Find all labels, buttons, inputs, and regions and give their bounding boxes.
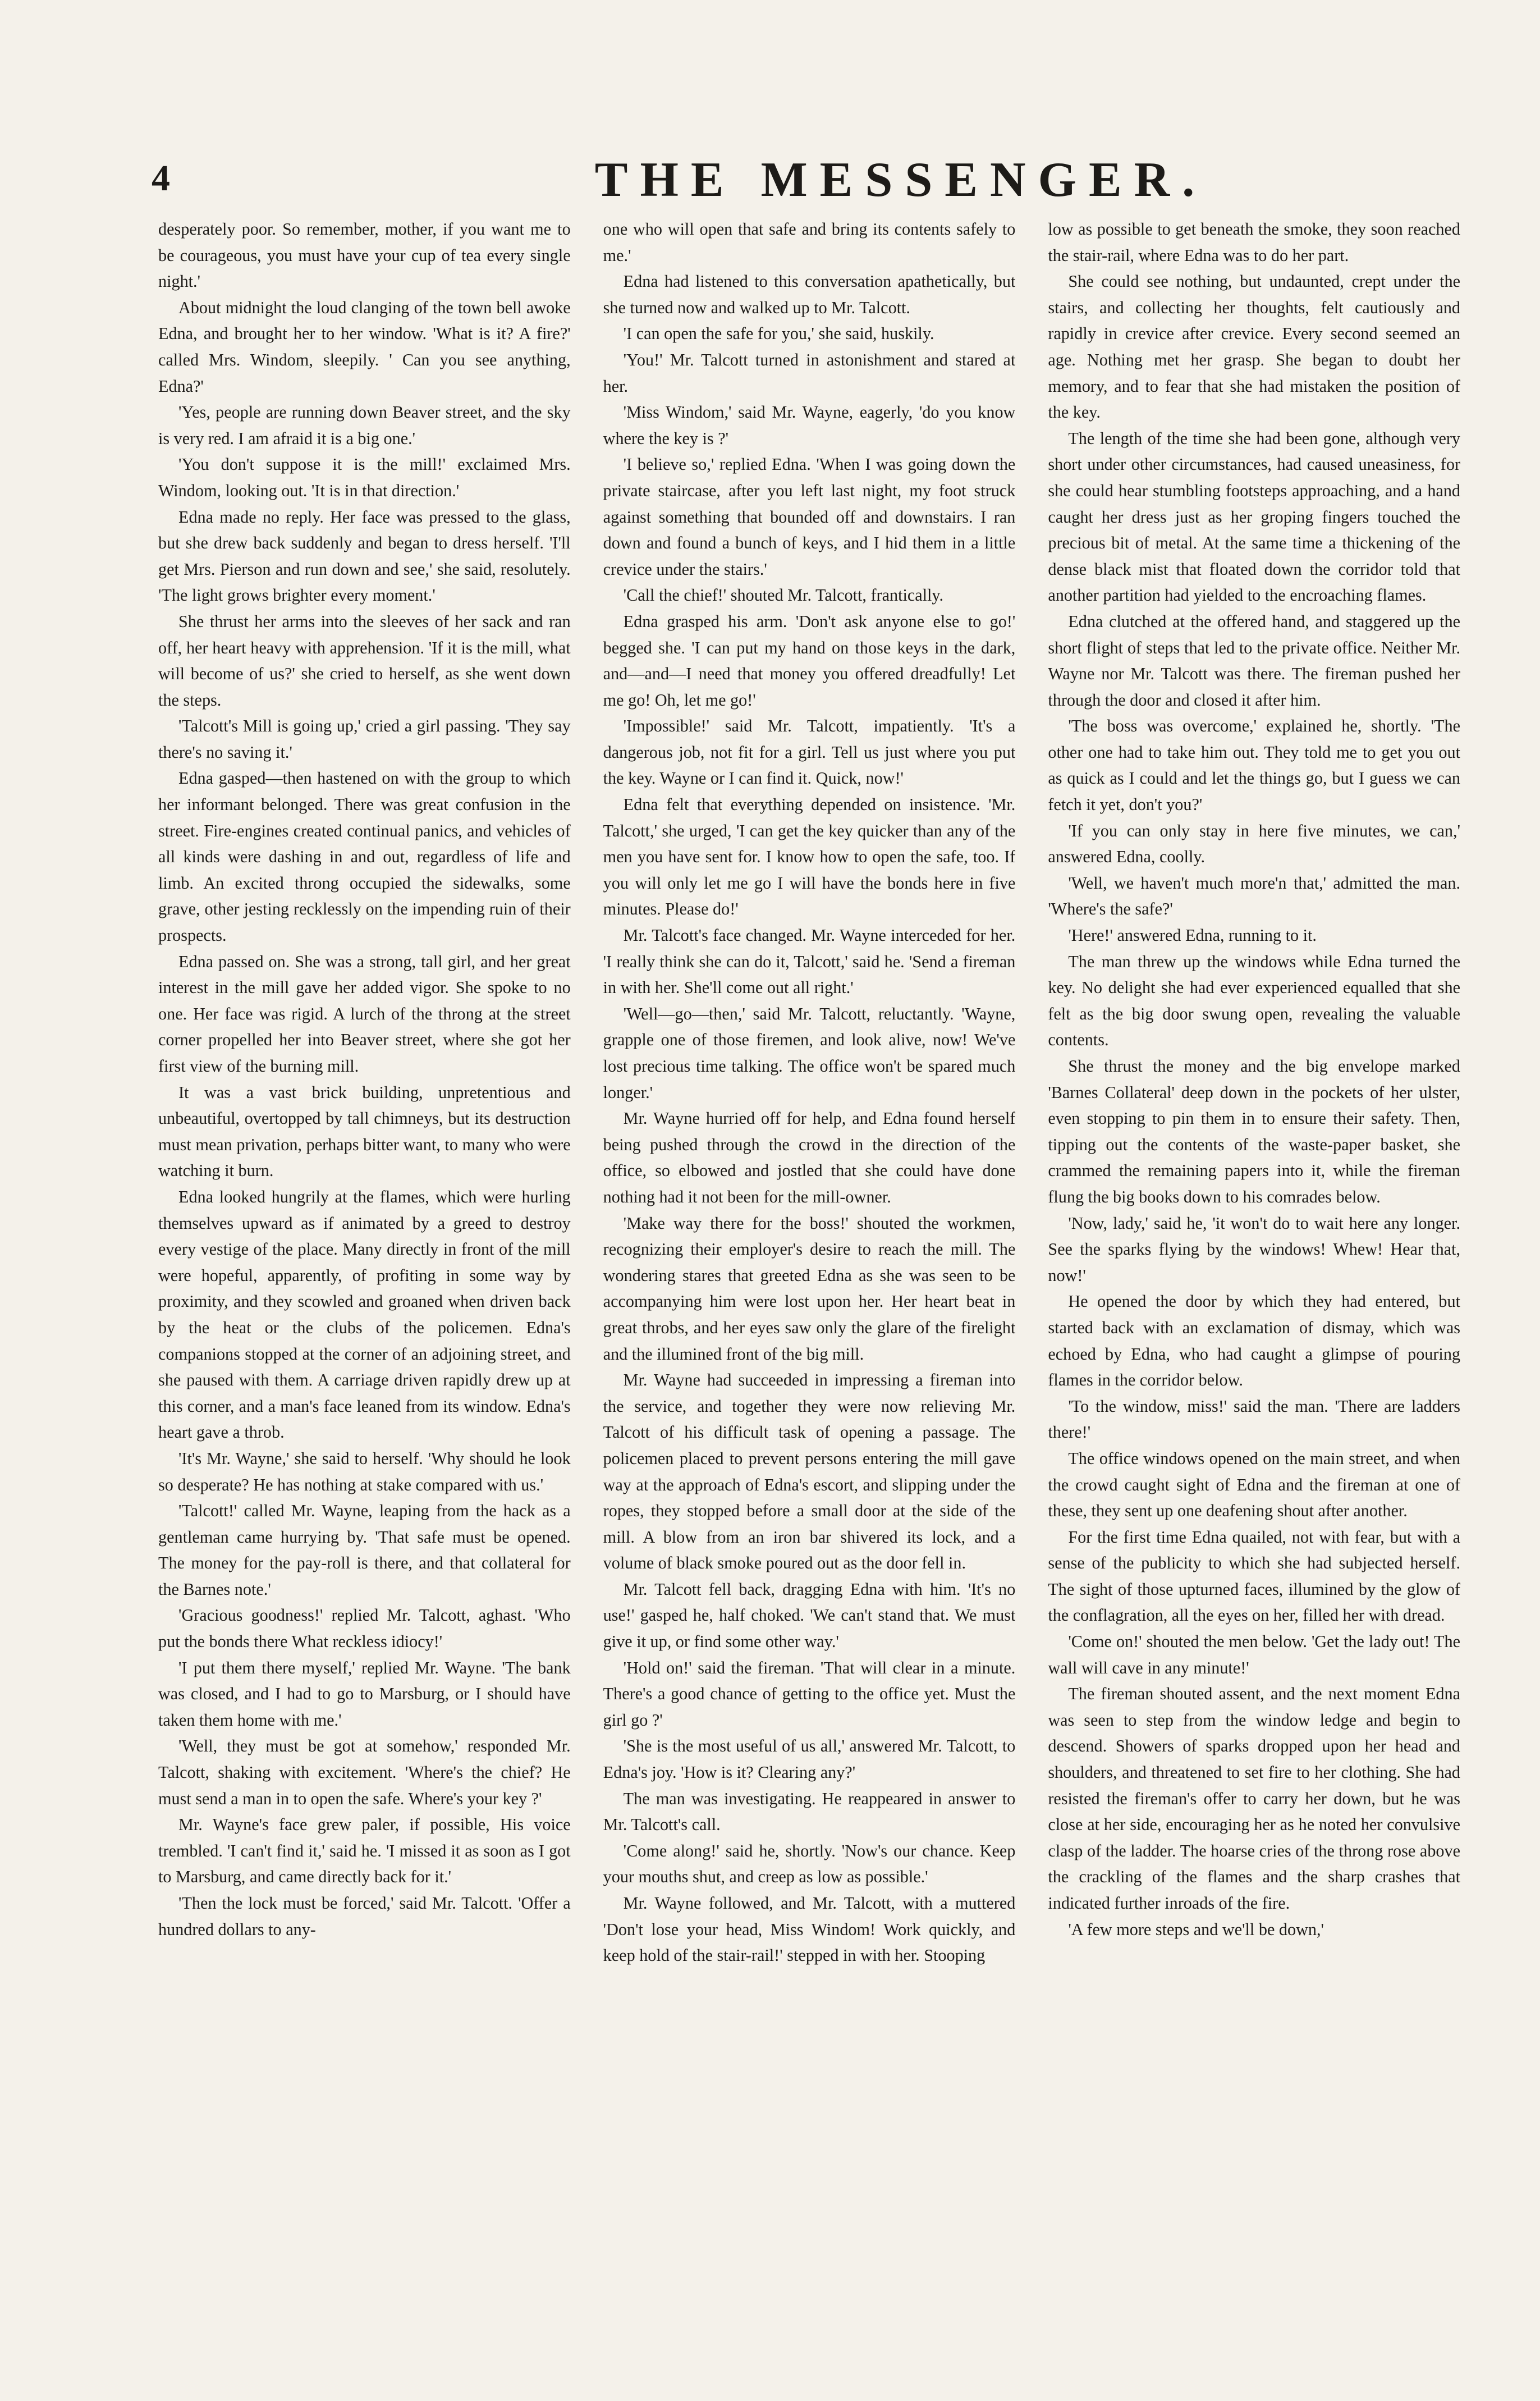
paragraph: 'Gracious goodness!' replied Mr. Talcott, aghast. 'Who put the bonds there What reckless idiocy!' <box>158 1606 571 1652</box>
paragraph: He opened the door by which they had entered, but started back with an exclamation of dismay, which was echoed by Edna, who had caught a glimpse of pouring flames in the corridor below. <box>1048 1292 1461 1390</box>
paragraph: Mr. Talcott fell back, dragging Edna with him. 'It's no use!' gasped he, half choked. 'We can't stand that. We must give it up, or find some other way.' <box>603 1579 1016 1652</box>
paragraph: low as possible to get beneath the smoke, they soon reached the stair-rail, where Edna was to do her part. <box>1048 219 1461 265</box>
paragraph: 'Talcott's Mill is going up,' cried a girl passing. 'They say there's no saving it.' <box>158 716 571 762</box>
paragraph: 'You!' Mr. Talcott turned in astonishment and stared at her. <box>603 350 1016 396</box>
paragraph: 'Then the lock must be forced,' said Mr. Talcott. 'Offer a hundred dollars to any- <box>158 1894 571 1939</box>
paragraph: 'The boss was overcome,' explained he, shortly. 'The other one had to take him out. They told me to get you out as quick as I could and let the things go, but I guess we can fetch it yet, don't you?' <box>1048 716 1461 815</box>
paragraph: 'Come along!' said he, shortly. 'Now's our chance. Keep your mouths shut, and creep as low as possible.' <box>603 1841 1016 1887</box>
paragraph: Mr. Talcott's face changed. Mr. Wayne interceded for her. 'I really think she can do it, Talcott,' said he. 'Send a fireman in with her. She'll come out all right.' <box>603 926 1016 998</box>
paragraph: The fireman shouted assent, and the next moment Edna was seen to step from the window ledge and begin to descend. Showers of sparks dropped upon her head and shoulders, and threatened to set fire to her clothing. She had resisted the fireman's offer to carry her down, but he was close at her side, encouraging her as he noted her convulsive clasp of the ladder. The hoarse cries of the throng rose above the crackling of the flames and the sharp crashes that indicated further inroads of the fire. <box>1048 1684 1461 1913</box>
paragraph: 'I put them there myself,' replied Mr. Wayne. 'The bank was closed, and I had to go to Marsburg, or I should have taken them home with me.' <box>158 1658 571 1730</box>
paragraph: Edna grasped his arm. 'Don't ask anyone else to go!' begged she. 'I can put my hand on those keys in the dark, and—and—I need that money you offered dreadfully! Let me go! Oh, let me go!' <box>603 611 1016 710</box>
paragraph: 'She is the most useful of us all,' answered Mr. Talcott, to Edna's joy. 'How is it? Clearing any?' <box>603 1736 1016 1782</box>
paragraph: 'I can open the safe for you,' she said, huskily. <box>623 324 934 344</box>
paragraph: Edna passed on. She was a strong, tall girl, and her great interest in the mill gave her added vigor. She spoke to no one. Her face was rigid. A lurch of the throng at the street corner propelled her into Beaver street, where she got her first view of the burning mill. <box>158 952 571 1076</box>
paragraph: The office windows opened on the main street, and when the crowd caught sight of Edna and the fireman at one of these, they sent up one deafening shout after another. <box>1048 1448 1461 1521</box>
paragraph: 'It's Mr. Wayne,' she said to herself. 'Why should he look so desperate? He has nothing at stake compared with us.' <box>158 1448 571 1494</box>
paragraph: Edna looked hungrily at the flames, which were hurling themselves upward as if animated by a greed to destroy every vestige of the place. Many directly in front of the mill were hopeful, apparently, of profiting in some way by proximity, and they scowled and groaned when driven back by the heat or the clubs of the policemen. Edna's companions stopped at the corner of an adjoining street, and she paused with them. A carriage driven rapidly drew up at this corner, and a man's face leaned from its window. Edna's heart gave a throb. <box>158 1187 571 1442</box>
paragraph: 'If you can only stay in here five minutes, we can,' answered Edna, coolly. <box>1048 821 1461 867</box>
paragraph: 'Make way there for the boss!' shouted the workmen, recognizing their employer's desire to reach the mill. The wondering stares that greeted Edna as she was seen to be accompanying him were lost upon her. Her heart beat in great throbs, and her eyes saw only the glare of the firelight and the illumined front of the big mill. <box>603 1213 1016 1364</box>
paragraph: 'Well—go—then,' said Mr. Talcott, reluctantly. 'Wayne, grapple one of those firemen, and look alive, now! We've lost precious time talking. The office won't be spared much longer.' <box>603 1004 1016 1102</box>
paragraph: 'Here!' answered Edna, running to it. <box>1068 926 1317 945</box>
paragraph: Edna had listened to this conversation apathetically, but she turned now and walked up to Mr. Talcott. <box>603 272 1016 317</box>
column-1 <box>158 216 571 2366</box>
paragraph: 'To the window, miss!' said the man. 'There are ladders there!' <box>1048 1396 1461 1442</box>
paragraph: 'Well, we haven't much more'n that,' admitted the man. 'Where's the safe?' <box>1048 873 1461 919</box>
paragraph: Mr. Wayne followed, and Mr. Talcott, with a muttered 'Don't lose your head, Miss Windom! Work quickly, and keep hold of the stair-rail!' stepped in with her. Stooping <box>603 1894 1016 1965</box>
paragraph: Mr. Wayne's face grew paler, if possible, His voice trembled. 'I can't find it,' said he. 'I missed it as soon as I got to Marsburg, and came directly back for it.' <box>158 1815 571 1887</box>
paragraph: She thrust her arms into the sleeves of her sack and ran off, her heart heavy with apprehension. 'If it is the mill, what will become of us?' she cried to herself, as she went down the steps. <box>158 611 571 710</box>
paragraph: one who will open that safe and bring its contents safely to me.' <box>603 219 1016 265</box>
paragraph: About midnight the loud clanging of the town bell awoke Edna, and brought her to her window. 'What is it? A fire?' called Mrs. Windom, sleepily. ' Can you see anything, Edna?' <box>158 298 571 396</box>
paragraph: 'Yes, people are running down Beaver street, and the sky is very red. I am afraid it is a big one.' <box>158 403 571 448</box>
paragraph: 'You don't suppose it is the mill!' exclaimed Mrs. Windom, looking out. 'It is in that direction.' <box>158 455 571 500</box>
paragraph: Edna felt that everything depended on insistence. 'Mr. Talcott,' she urged, 'I can get the key quicker than any of the men you have sent for. I know how to open the safe, too. If you will only let me go I will have the bonds here in five minutes. Please do!' <box>603 795 1016 919</box>
paragraph: 'I believe so,' replied Edna. 'When I was going down the private staircase, after you left last night, my foot struck against something that bounded off and downstairs. I ran down and found a bunch of keys, and I hid them in a little crevice under the stairs.' <box>603 455 1016 579</box>
paragraph: The man was investigating. He reappeared in answer to Mr. Talcott's call. <box>603 1789 1016 1835</box>
paragraph: The man threw up the windows while Edna turned the key. No delight she had ever experienced equalled that she felt as the big door swung open, revealing the valuable contents. <box>1048 952 1461 1050</box>
masthead: THE MESSENGER. <box>594 153 1207 207</box>
paragraph: Edna clutched at the offered hand, and staggered up the short flight of steps that led to the private office. Neither Mr. Wayne nor Mr. Talcott was there. The fireman pushed her through the door and closed it after him. <box>1048 611 1461 710</box>
paragraph: Edna gasped—then hastened on with the group to which her informant belonged. There was great confusion in the street. Fire-engines created continual panics, and vehicles of all kinds were dashing in and out, regardless of life and limb. An excited throng occupied the sidewalks, some grave, other jesting recklessly on the impending ruin of their prospects. <box>158 769 571 945</box>
paragraph: 'Talcott!' called Mr. Wayne, leaping from the hack as a gentleman came hurrying by. 'That safe must be opened. The money for the pay-roll is there, and that collateral for the Barnes note.' <box>158 1501 571 1599</box>
paragraph: Mr. Wayne hurried off for help, and Edna found herself being pushed through the crowd in the direction of the office, so elbowed and jostled that she could have done nothing had it not been for the mill-owner. <box>603 1109 1016 1206</box>
paragraph: 'Now, lady,' said he, 'it won't do to wait here any longer. See the sparks flying by the windows! Whew! Hear that, now!' <box>1048 1213 1461 1285</box>
paragraph: The length of the time she had been gone, although very short under other circumstances, had caused uneasiness, for she could hear stumbling footsteps approaching, and a hand caught her dress just as her groping fingers touched the precious bit of metal. At the same time a thickening of the dense black mist that floated down the corridor told that another partition had yielded to the encroaching flames. <box>1048 428 1461 605</box>
paragraph: 'Hold on!' said the fireman. 'That will clear in a minute. There's a good chance of getting to the office yet. Must the girl go ?' <box>603 1658 1016 1730</box>
paragraph: desperately poor. So remember, mother, if you want me to be courageous, you must have your cup of tea every single night.' <box>158 219 571 291</box>
page-number: 4 <box>152 158 170 199</box>
paragraph: She could see nothing, but undaunted, crept under the stairs, and collecting her thoughts, felt cautiously and rapidly in crevice after crevice. Every second seemed an age. Nothing met her grasp. She began to doubt her memory, and to fear that she had mistaken the position of the key. <box>1048 272 1461 422</box>
paragraph: Edna made no reply. Her face was pressed to the glass, but she drew back suddenly and began to dress herself. 'I'll get Mrs. Pierson and run down and see,' she said, resolutely. 'The light grows brighter every moment.' <box>158 507 571 605</box>
page-header <box>152 152 1459 213</box>
column-3 <box>1048 216 1460 2366</box>
paragraph: Mr. Wayne had succeeded in impressing a fireman into the service, and together they were now relieving Mr. Talcott of his difficult task of opening a passage. The policemen placed to prevent persons entering the mill gave way at the approach of Edna's escort, and slipping under the ropes, they stopped before a small door at the side of the mill. A blow from an iron bar shivered its lock, and a volume of black smoke poured out as the door fell in. <box>603 1370 1016 1573</box>
paragraph: She thrust the money and the big envelope marked 'Barnes Collateral' deep down in the pockets of her ulster, even stopping to pin them in to ensure their safety. Then, tipping out the contents of the waste-paper basket, she crammed the remaining papers into it, while the fireman flung the big books down to his comrades below. <box>1048 1057 1461 1206</box>
paragraph: 'Impossible!' said Mr. Talcott, impatiently. 'It's a dangerous job, not fit for a girl. Tell us just where you put the key. Wayne or I can find it. Quick, now!' <box>603 716 1016 788</box>
paragraph: 'Come on!' shouted the men below. 'Get the lady out! The wall will cave in any minute!' <box>1048 1632 1461 1677</box>
paragraph: 'Well, they must be got at somehow,' responded Mr. Talcott, shaking with excitement. 'Where's the chief? He must send a man in to open the safe. Where's your key ?' <box>158 1736 571 1808</box>
column-2 <box>603 216 1016 2366</box>
article-columns <box>158 216 1460 2366</box>
paragraph: 'Miss Windom,' said Mr. Wayne, eagerly, 'do you know where the key is ?' <box>603 403 1016 448</box>
paragraph: For the first time Edna quailed, not with fear, but with a sense of the publicity to which she had subjected herself. The sight of those upturned faces, illumined by the glow of the conflagration, all the eyes on her, filled her with dread. <box>1048 1527 1461 1625</box>
paragraph: 'A few more steps and we'll be down,' <box>1068 1919 1324 1939</box>
paragraph: 'Call the chief!' shouted Mr. Talcott, frantically. <box>623 586 944 605</box>
paragraph: It was a vast brick building, unpretentious and unbeautiful, overtopped by tall chimneys, but its destruction must mean privation, perhaps bitter want, to many who were watching it burn. <box>158 1082 571 1181</box>
